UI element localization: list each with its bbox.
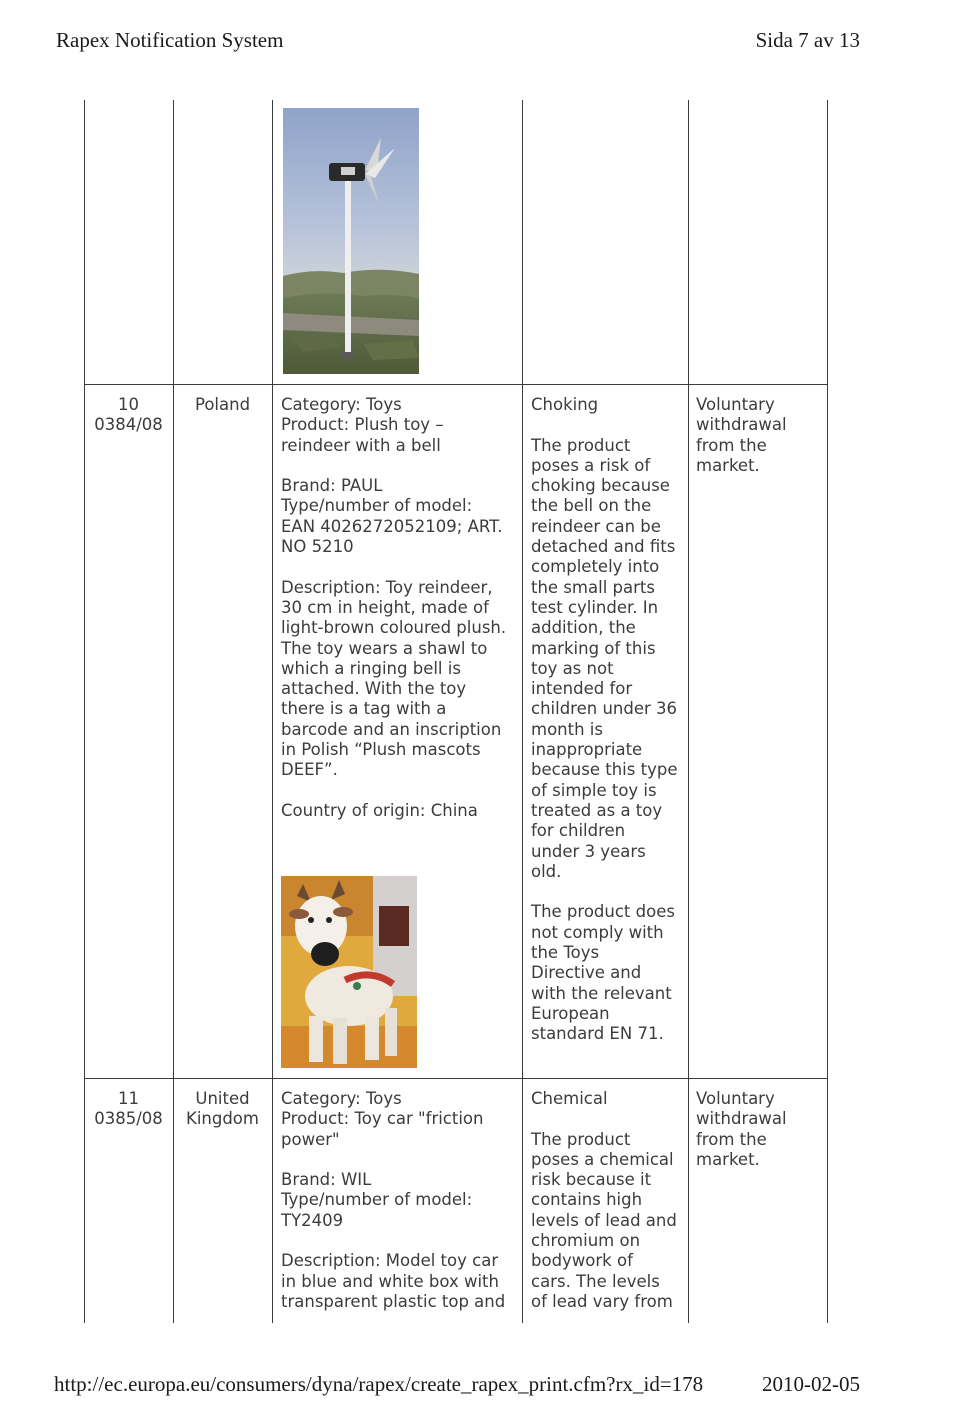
notification-number: 11 0385/08 (94, 1089, 163, 1129)
notification-number: 10 0384/08 (94, 395, 163, 435)
risk-description: Choking The product poses a risk of choking because the bell on the reindeer can be detached and fits completely into the small parts test cylinder. In addition, the marking of this toy as not intended for children under 36 month is inappropriate because this type of simple toy is treated as a toy for children under 3 years old. The product does not comply with the Toys Directive and with the relevant European standard EN 71. (531, 395, 678, 1044)
column-divider (688, 100, 689, 1323)
column-divider (522, 100, 523, 1323)
table-border-right (827, 100, 828, 1323)
notifying-country: United Kingdom (186, 1089, 259, 1129)
row-divider (84, 1078, 828, 1079)
wind-turbine-photo (283, 108, 419, 374)
column-divider (173, 100, 174, 1323)
product-description: Category: Toys Product: Plush toy – reindeer with a bell Brand: PAUL Type/number of model: EAN 4026272052109; ART. NO 5210 Description: Toy reindeer, 30 cm in height, made of light-brown coloured plush. The toy wears a shawl to which a ringing bell is attached. With the toy there is a tag with a barcode and an inscription in Polish “Plush mascots DEEF”. Country of origin: China (281, 395, 507, 820)
row-divider (84, 384, 828, 385)
footer-date: 2010-02-05 (762, 1372, 860, 1396)
header-title: Rapex Notification System (56, 28, 284, 52)
wind-turbine-image (283, 108, 419, 374)
column-divider (272, 100, 273, 1323)
plush-reindeer-image (281, 876, 417, 1068)
product-description: Category: Toys Product: Toy car "friction power" Brand: WIL Type/number of model: TY2409 Description: Model toy car in blue and white box with transparent plastic top and (281, 1089, 506, 1311)
plush-reindeer-photo (281, 876, 417, 1068)
risk-description: Chemical The product poses a chemical risk because it contains high levels of lead and chromium on bodywork of cars. The levels of lead vary from (531, 1089, 677, 1311)
notifying-country: Poland (194, 395, 251, 414)
footer-url: http://ec.europa.eu/consumers/dyna/rapex/create_rapex_print.cfm?rx_id=178 (54, 1372, 704, 1396)
table-border-left (84, 100, 85, 1323)
page-number: Sida 7 av 13 (755, 28, 860, 52)
measures-adopted: Voluntary withdrawal from the market. (696, 395, 787, 475)
measures-adopted: Voluntary withdrawal from the market. (696, 1089, 787, 1169)
